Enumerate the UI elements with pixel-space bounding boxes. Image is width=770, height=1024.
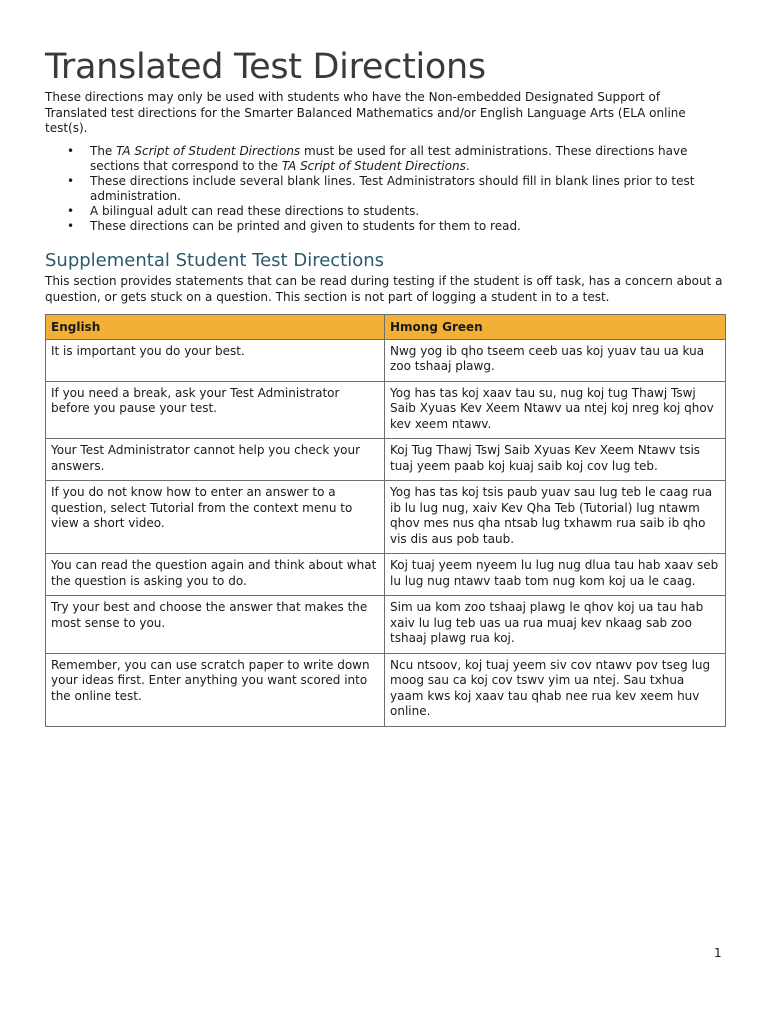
table-row	[46, 554, 726, 596]
table-row	[46, 653, 726, 726]
table-row	[46, 439, 726, 481]
section-heading: Supplemental Student Test Directions	[45, 249, 385, 271]
hmong-cell: Yog has tas koj tsis paub yuav sau lug teb le caag rua ib lu lug nug, xaiv Kev Qha Teb (Tutorial) lug ntawm qhov mes nus qha ntsab lug txhawm rua saib ib qho vis dis aus pob taub.	[385, 481, 726, 554]
english-cell: If you do not know how to enter an answer to a question, select Tutorial from the context menu to view a short video.	[46, 481, 385, 554]
table-row	[46, 381, 726, 439]
english-cell: Your Test Administrator cannot help you check your answers.	[46, 439, 385, 481]
list-item: • These directions include several blank lines. Test Administrators should fill in blank lines prior to test administration.	[90, 174, 725, 204]
script-title-ref: TA Script of Student Directions	[281, 158, 466, 173]
column-header-english: English	[46, 314, 385, 339]
table-row	[46, 481, 726, 554]
english-cell: You can read the question again and think about what the question is asking you to do.	[46, 554, 385, 596]
english-cell: Try your best and choose the answer that makes the most sense to you.	[46, 596, 385, 654]
hmong-cell: Yog has tas koj xaav tau su, nug koj tug Thawj Tswj Saib Xyuas Kev Xeem Ntawv ua ntej koj nreg koj qhov kev xeem ntawv.	[385, 381, 726, 439]
hmong-cell: Sim ua kom zoo tshaaj plawg le qhov koj ua tau hab xaiv lu lug teb uas ua rua muaj kev nkaag sab zoo tshaaj plawg rua koj.	[385, 596, 726, 654]
table-header-row	[46, 314, 726, 339]
instructions-list	[45, 144, 725, 234]
english-cell: It is important you do your best.	[46, 339, 385, 381]
list-item: • The TA Script of Student Directions must be used for all test administrations. These directions have sections that correspond to the TA Script of Student Directions.	[90, 144, 725, 174]
hmong-cell: Nwg yog ib qho tseem ceeb uas koj yuav tau ua kua zoo tshaaj plawg.	[385, 339, 726, 381]
page-number: 1	[714, 946, 722, 960]
english-cell: Remember, you can use scratch paper to write down your ideas first. Enter anything you want scored into the online test.	[46, 653, 385, 726]
hmong-cell: Koj tuaj yeem nyeem lu lug nug dlua tau hab xaav seb lu lug nug ntawv taab tom nug kom koj ua le caag.	[385, 554, 726, 596]
directions-table	[45, 314, 726, 727]
intro-paragraph: These directions may only be used with students who have the Non-embedded Designated Support of Translated test directions for the Smarter Balanced Mathematics and/or English Language Arts (ELA online test(s).	[45, 90, 686, 135]
table-row	[46, 596, 726, 654]
hmong-cell: Ncu ntsoov, koj tuaj yeem siv cov ntawv pov tseg lug moog sau ca koj cov tswv yim ua ntej. Sau txhua yaam kws koj xaav tau qhab nee rua kev xeem huv online.	[385, 653, 726, 726]
section-description: This section provides statements that can be read during testing if the student is off task, has a concern about a question, or gets stuck on a question. This section is not part of logging a student in to a test.	[45, 273, 723, 304]
list-item: • A bilingual adult can read these directions to students.	[90, 204, 725, 219]
script-title-ref: TA Script of Student Directions	[116, 143, 301, 158]
list-item: • These directions can be printed and given to students for them to read.	[90, 219, 725, 234]
english-cell: If you need a break, ask your Test Administrator before you pause your test.	[46, 381, 385, 439]
table-row	[46, 339, 726, 381]
column-header-hmong: Hmong Green	[385, 314, 726, 339]
hmong-cell: Koj Tug Thawj Tswj Saib Xyuas Kev Xeem Ntawv tsis tuaj yeem paab koj kuaj saib koj cov lug teb.	[385, 439, 726, 481]
document-page	[45, 44, 725, 727]
page-title: Translated Test Directions	[45, 47, 486, 87]
